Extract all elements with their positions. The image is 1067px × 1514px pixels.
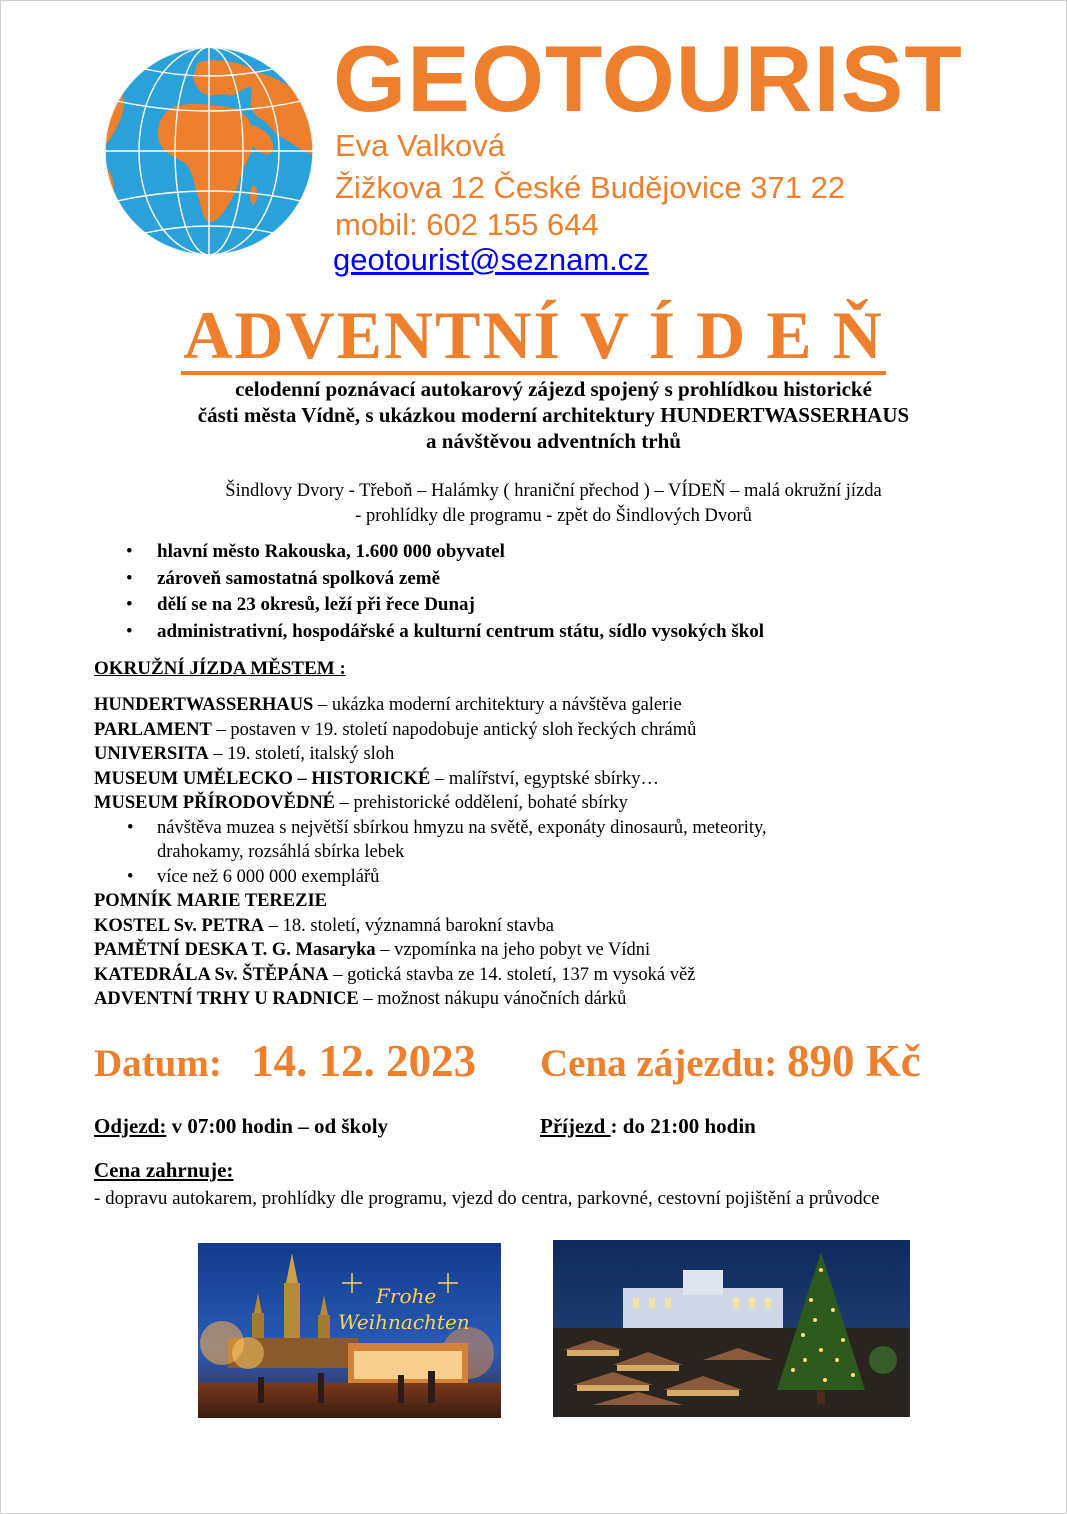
price-block: [540, 1034, 921, 1088]
stop-name: KOSTEL Sv. PETRA: [94, 915, 265, 936]
agent-name: Eva Valková: [335, 128, 506, 163]
stop-name: UNIVERSITA: [94, 744, 209, 764]
stop-name: PARLAMENT: [94, 719, 212, 740]
stop-item: [94, 718, 767, 743]
vienna-facts-list: [126, 539, 764, 645]
stop-name: KATEDRÁLA Sv. ŠTĚPÁNA: [94, 964, 329, 985]
stop-item: [94, 987, 767, 1012]
route-description: [100, 479, 1007, 529]
arrival: [540, 1114, 756, 1139]
stop-item: [94, 963, 767, 988]
stop-desc: – vzpomínka na jeho pobyt ve Vídni: [375, 940, 651, 960]
route-line: - prohlídky dle programu - zpět do Šindlových Dvorů: [355, 506, 752, 526]
trip-subtitle: [100, 376, 1007, 454]
tour-heading: OKRUŽNÍ JÍZDA MĚSTEM :: [94, 658, 346, 679]
stop-desc: – malířství, egyptské sbírky…: [430, 768, 659, 789]
agent-address: Žižkova 12 České Budějovice 371 22: [335, 170, 846, 205]
trip-title: ADVENTNÍ V Í D E Ň: [181, 300, 885, 375]
museum-note-text: návštěva muzea s největší sbírkou hmyzu na světě, exponáty dinosaurů, meteority,: [157, 817, 767, 838]
stop-item: [94, 693, 767, 718]
fact-item: • hlavní město Rakouska, 1.600 000 obyvatel: [126, 539, 764, 566]
stop-item: [94, 742, 767, 767]
museum-note: [94, 816, 767, 865]
stop-desc: – 18. století, významná barokní stavba: [264, 915, 554, 936]
subtitle-line: a návštěvou adventních trhů: [426, 429, 681, 453]
departure-label: Odjezd:: [94, 1114, 167, 1138]
museum-note-text: drahokamy, rozsáhlá sbírka lebek: [157, 842, 405, 862]
stop-item: [94, 938, 767, 963]
photo-christmas-tree-market-image: [553, 1240, 910, 1417]
subtitle-line: celodenní poznávací autokarový zájezd spojený s prohlídkou historické: [235, 377, 872, 401]
subtitle-line: části města Vídně, s ukázkou moderní architektury HUNDERTWASSERHAUS: [197, 403, 910, 427]
stop-desc: – možnost nákupu vánočních dárků: [358, 989, 627, 1009]
trip-title-wrap: [0, 297, 1067, 375]
stop-desc: – ukázka moderní architektury a návštěva galerie: [313, 695, 682, 715]
stop-name: MUSEUM PŘÍRODOVĚDNÉ: [94, 793, 336, 813]
museum-note: • více než 6 000 000 exemplářů: [94, 865, 767, 890]
stop-name: PAMĚTNÍ DESKA T. G. Masaryka: [94, 940, 376, 960]
stop-item: [94, 791, 767, 816]
museum-notes: [94, 816, 767, 890]
tour-stops: [94, 693, 767, 1012]
departure-value: v 07:00 hodin – od školy: [166, 1114, 389, 1138]
stop-name: POMNÍK MARIE TEREZIE: [94, 891, 327, 911]
sign-text-frohe: Frohe: [376, 1284, 437, 1308]
sign-text-weihnachten: Weihnachten: [338, 1310, 470, 1334]
fact-item: • zároveň samostatná spolková země: [126, 566, 764, 593]
stop-desc: – prehistorické oddělení, bohaté sbírky: [335, 793, 628, 813]
arrival-value: : do 21:00 hodin: [610, 1114, 756, 1138]
fact-item: • dělí se na 23 okresů, leží při řece Dunaj: [126, 592, 764, 619]
includes-heading: Cena zahrnuje:: [94, 1158, 234, 1182]
brand-name: GEOTOURIST: [333, 26, 963, 131]
stop-desc: – gotická stavba ze 14. století, 137 m vysoká věž: [328, 964, 696, 985]
agent-phone: mobil: 602 155 644: [335, 207, 599, 242]
arrival-label: Příjezd: [540, 1114, 611, 1138]
stop-name: HUNDERTWASSERHAUS: [94, 695, 314, 715]
stop-item: [94, 889, 767, 914]
photo-rathaus-market: [198, 1243, 501, 1418]
globe-logo-icon: [103, 45, 315, 257]
stop-item: [94, 767, 767, 792]
price-value: 890 Kč: [786, 1036, 921, 1086]
date-label: Datum:: [94, 1042, 222, 1085]
includes-text: - dopravu autokarem, prohlídky dle programu, vjezd do centra, parkovné, cestovní pojištění a průvodce: [94, 1188, 880, 1209]
date-value: 14. 12. 2023: [251, 1036, 477, 1086]
fact-item: • administrativní, hospodářské a kulturní centrum státu, sídlo vysokých škol: [126, 619, 764, 646]
price-label: Cena zájezdu:: [540, 1042, 778, 1085]
date-block: [94, 1034, 476, 1088]
photo-christmas-tree-market: [553, 1240, 910, 1417]
photo-rathaus-market-image: [198, 1243, 501, 1418]
stop-desc: – 19. století, italský sloh: [208, 744, 395, 764]
route-line: Šindlovy Dvory - Třeboň – Halámky ( hraniční přechod ) – VÍDEŇ – malá okružní jízda: [225, 481, 882, 501]
stop-desc: – postaven v 19. století napodobuje antický sloh řeckých chrámů: [211, 719, 697, 740]
email-link[interactable]: geotourist@seznam.cz: [333, 242, 649, 277]
stop-item: [94, 914, 767, 939]
departure: [94, 1114, 388, 1139]
stop-name: ADVENTNÍ TRHY U RADNICE: [94, 989, 359, 1009]
stop-name: MUSEUM UMĚLECKO – HISTORICKÉ: [94, 768, 431, 789]
